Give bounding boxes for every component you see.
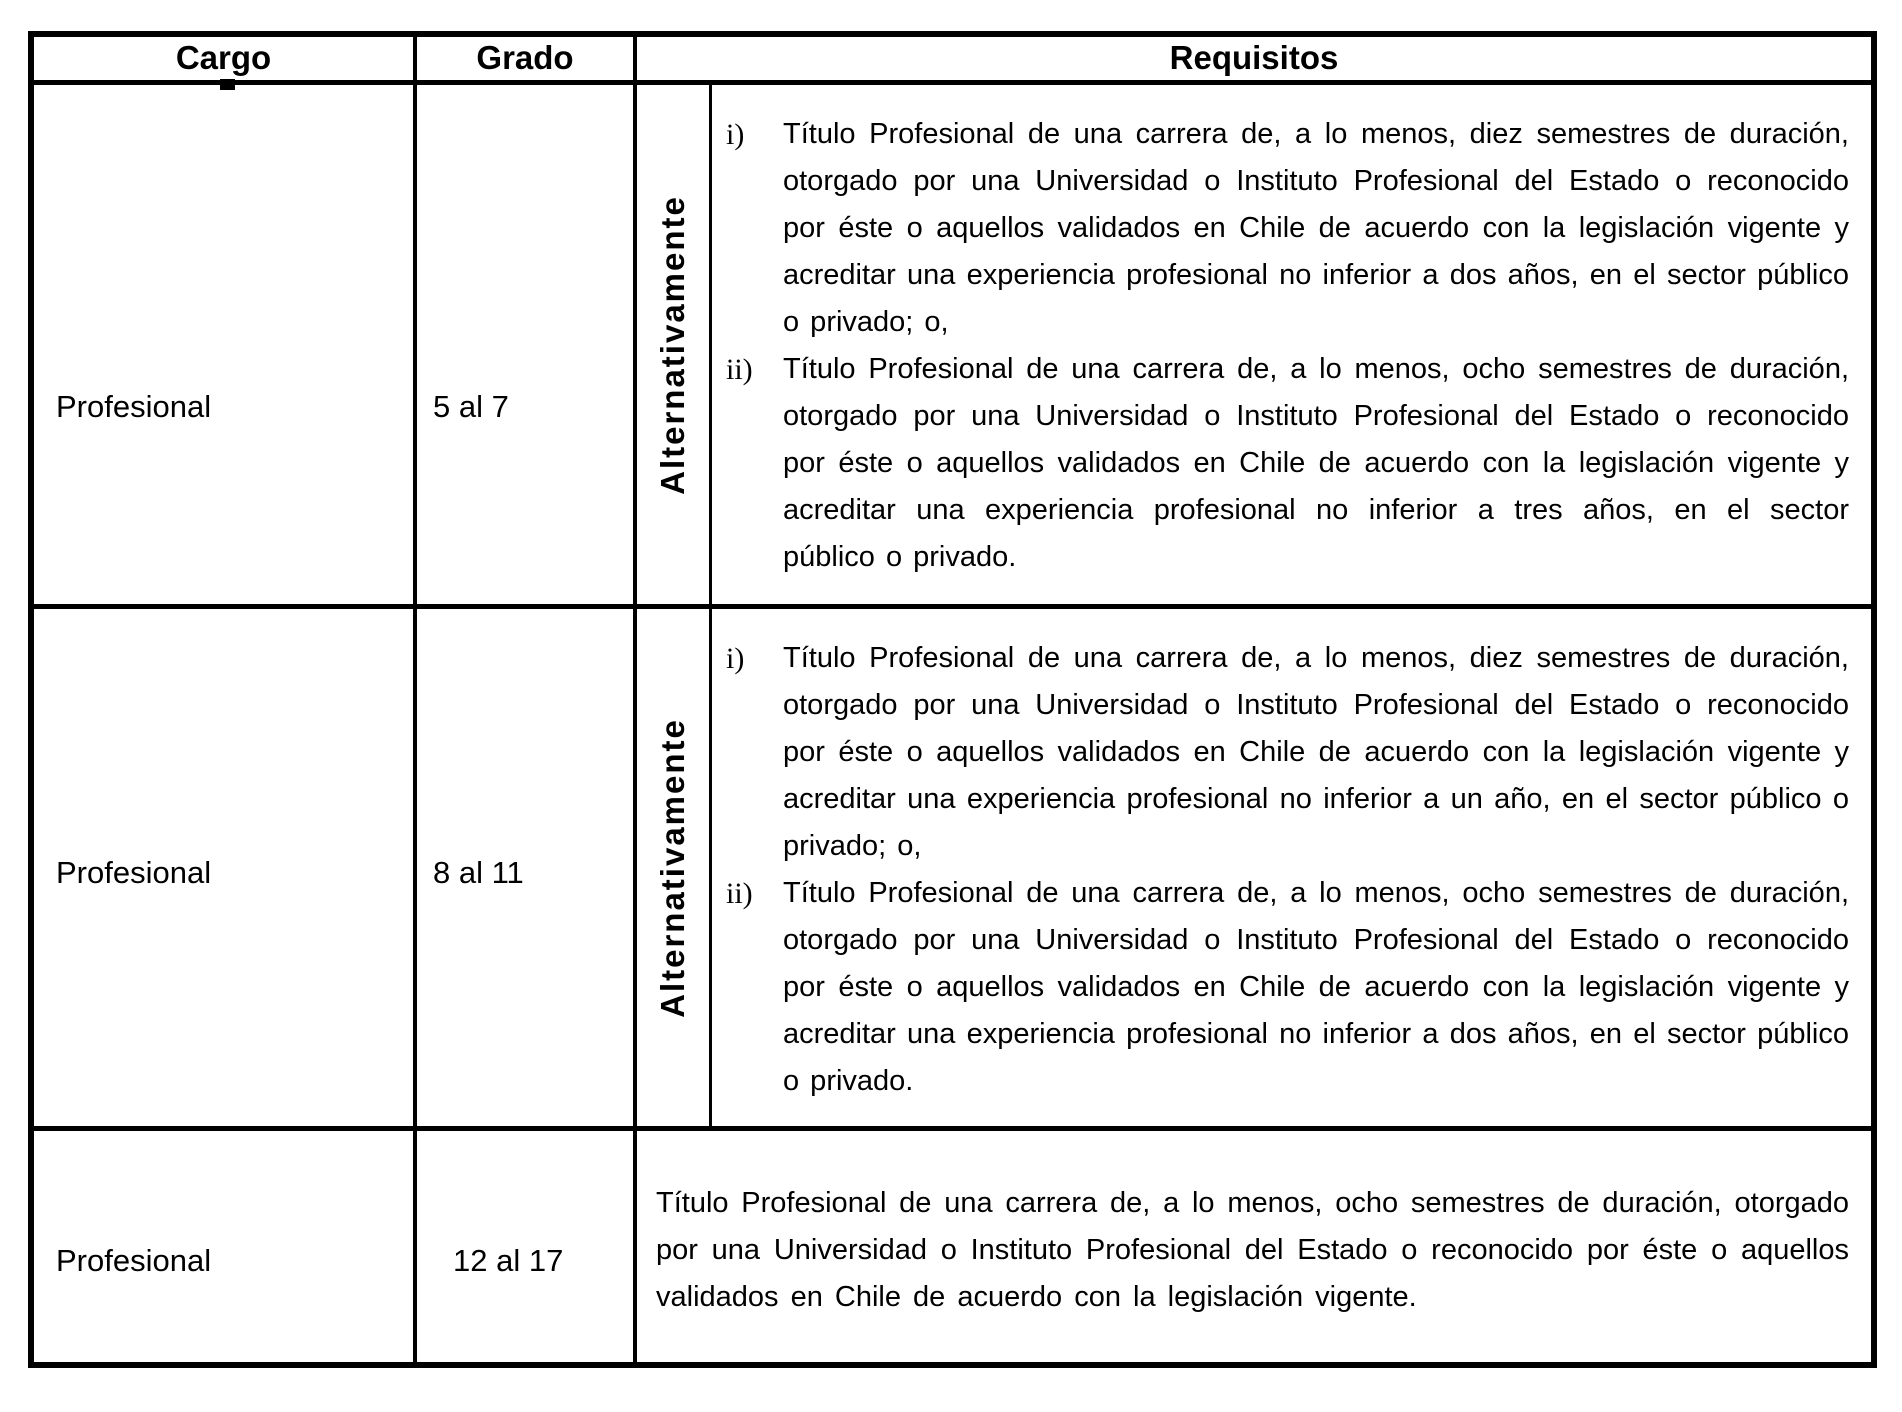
- table-header-row: [34, 37, 1871, 85]
- requirement-item: [726, 870, 1849, 1105]
- scan-artifact: [220, 79, 235, 90]
- table-row-profesional-8al11: [34, 609, 1871, 1131]
- requisitos-cell: [637, 85, 1871, 604]
- requirements-table: [28, 31, 1877, 1368]
- item-marker: ii): [726, 353, 753, 386]
- requisitos-list: [712, 609, 1871, 1126]
- grado-value: 5 al 7: [433, 389, 509, 424]
- cargo-cell: [34, 609, 417, 1126]
- item-marker: ii): [726, 877, 753, 910]
- cargo-cell: [34, 1131, 417, 1362]
- item-text: Título Profesional de una carrera de, a lo menos, diez semestres de duración, otorgado por una Universidad o Instituto Profesional del Estado o reconocido por éste o aquellos validados en Chile de acuerdo con la legislación vigente y acreditar una experiencia profesional no inferior a dos años, en el sector público o privado; o,: [783, 118, 1849, 338]
- header-grado: Grado: [417, 37, 637, 80]
- header-cargo: Cargo: [34, 37, 417, 80]
- item-marker: i): [726, 118, 745, 151]
- requisitos-text: Título Profesional de una carrera de, a lo menos, ocho semestres de duración, otorgado por una Universidad o Instituto Profesional del Estado o reconocido por éste o aquellos validados en Chile de acuerdo con la legislación vigente.: [656, 1187, 1849, 1313]
- item-marker: i): [726, 642, 745, 675]
- table-row-profesional-5al7: [34, 85, 1871, 609]
- grado-value: 12 al 17: [453, 1243, 564, 1278]
- requisitos-list: [712, 85, 1871, 604]
- requisitos-cell: [637, 1131, 1871, 1362]
- alternativamente-label: Alternativamente: [654, 717, 691, 1018]
- cargo-value: Profesional: [56, 855, 212, 890]
- header-requisitos: Requisitos: [1169, 39, 1339, 76]
- item-text: Título Profesional de una carrera de, a lo menos, diez semestres de duración, otorgado por una Universidad o Instituto Profesional del Estado o reconocido por éste o aquellos validados en Chile de acuerdo con la legislación vigente y acreditar una experiencia profesional no inferior a un año, en el sector público o privado; o,: [783, 642, 1849, 862]
- grado-cell: [417, 609, 637, 1126]
- grado-value: 8 al 11: [433, 855, 524, 890]
- grado-cell: [417, 1131, 637, 1362]
- cargo-value: Profesional: [56, 389, 212, 424]
- requirement-item: [726, 635, 1849, 870]
- grado-cell: [417, 85, 637, 604]
- requirement-item: [726, 111, 1849, 346]
- cargo-cell: [34, 85, 417, 604]
- item-text: Título Profesional de una carrera de, a lo menos, ocho semestres de duración, otorgado por una Universidad o Instituto Profesional del Estado o reconocido por éste o aquellos validados en Chile de acuerdo con la legislación vigente y acreditar una experiencia profesional no inferior a dos años, en el sector público o privado.: [783, 877, 1849, 1097]
- cargo-value: Profesional: [56, 1243, 212, 1278]
- requisitos-cell: [637, 609, 1871, 1126]
- alternativamente-subcell: [637, 85, 712, 604]
- requirement-item: [726, 346, 1849, 581]
- table-row-profesional-12al17: [34, 1131, 1871, 1362]
- alternativamente-subcell: [637, 609, 712, 1126]
- item-text: Título Profesional de una carrera de, a lo menos, ocho semestres de duración, otorgado por una Universidad o Instituto Profesional del Estado o reconocido por éste o aquellos validados en Chile de acuerdo con la legislación vigente y acreditar una experiencia profesional no inferior a tres años, en el sector público o privado.: [783, 353, 1849, 573]
- alternativamente-label: Alternativamente: [654, 194, 691, 495]
